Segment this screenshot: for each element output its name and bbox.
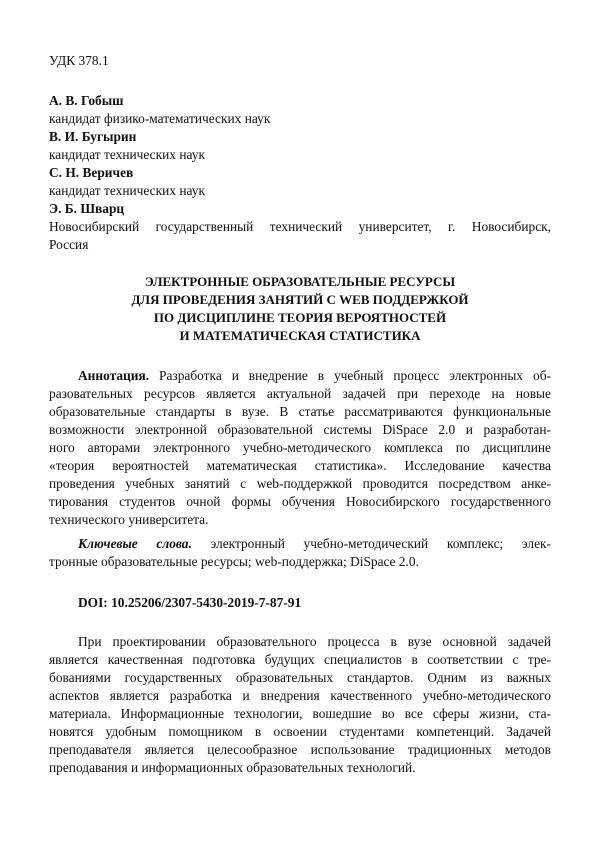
author-name-1: А. В. Гобыш bbox=[49, 93, 124, 108]
abstract-line-6: «теория вероятностей математическая статистика». Исследование качества bbox=[49, 458, 551, 473]
body-line-6: новятся удобным помощником в освоении студентами компетенций. Задачей bbox=[49, 724, 551, 739]
keywords-label: Ключевые слова. bbox=[78, 536, 192, 551]
body-line-4: аспектов является разработка и внедрения качественного учебно-методического bbox=[49, 688, 551, 703]
author-name-4: Э. Б. Шварц bbox=[49, 201, 125, 216]
author-name-3: С. Н. Веричев bbox=[49, 165, 134, 180]
doi: DOI: 10.25206/2307-5430-2019-7-87-91 bbox=[78, 595, 302, 610]
article-title-line-2: ДЛЯ ПРОВЕДЕНИЯ ЗАНЯТИЙ С WEB ПОДДЕРЖКОЙ bbox=[131, 292, 469, 307]
abstract-text-start: Разработка и внедрение в учебный процесс электронных об- bbox=[159, 368, 551, 383]
keywords-line-1 bbox=[49, 535, 551, 553]
author-name-2: В. И. Бугырин bbox=[49, 129, 137, 144]
article-title-line-4: И МАТЕМАТИЧЕСКАЯ СТАТИСТИКА bbox=[179, 328, 421, 343]
body-line-5: материала. Информационные технологии, вошедшие во все сферы жизни, ста- bbox=[49, 706, 551, 721]
keywords-text-start: электронный учебно-методический комплекс; элек- bbox=[210, 536, 551, 551]
body-line-2: является качественная подготовка будущих специалистов в соответствии с тре- bbox=[49, 652, 551, 667]
author-affiliation: Новосибирский государственный технический университет, г. Новосибирск, bbox=[49, 219, 551, 234]
abstract-line-9: технического университета. bbox=[49, 512, 209, 527]
keywords-line-2: тронные образовательные ресурсы; web-поддержка; DiSpace 2.0. bbox=[49, 554, 419, 569]
body-line-7: преподавателя является целесообразное использование традиционных методов bbox=[49, 742, 551, 757]
abstract-line-2: разовательных ресурсов является актуальной задачей при переходе на новые bbox=[49, 386, 551, 401]
author-degree-1: кандидат физико-математических наук bbox=[49, 111, 271, 126]
article-title-line-3: ПО ДИСЦИПЛИНЕ ТЕОРИЯ ВЕРОЯТНОСТЕЙ bbox=[153, 310, 447, 325]
body-line-3: бованиями государственных образовательных стандартов. Одним из важных bbox=[49, 670, 551, 685]
body-line-1 bbox=[49, 633, 551, 651]
abstract-label: Аннотация. bbox=[78, 368, 150, 383]
abstract-line-8: тирования студентов очной формы обучения Новосибирского государственного bbox=[49, 494, 551, 509]
abstract-line-1 bbox=[49, 367, 551, 385]
abstract-line-4: возможности электронной образовательной системы DiSpace 2.0 и разработан- bbox=[49, 422, 551, 437]
body-line-1-text: При проектировании образовательного процесса в вузе основной задачей bbox=[78, 634, 551, 649]
body-line-8: преподавания и информационных образовательных технологий. bbox=[49, 760, 416, 775]
abstract-line-7: проведения учебных занятий с web-поддержкой проводится посредством анке- bbox=[49, 476, 551, 491]
author-degree-3: кандидат технических наук bbox=[49, 183, 205, 198]
abstract-line-3: образовательные стандарты в вузе. В статье рассматриваются функциональные bbox=[49, 404, 551, 419]
udk-code: УДК 378.1 bbox=[49, 53, 109, 68]
article-title-line-1: ЭЛЕКТРОННЫЕ ОБРАЗОВАТЕЛЬНЫЕ РЕСУРСЫ bbox=[144, 274, 456, 289]
abstract-line-5: ного авторами электронного учебно-методического комплекса по дисциплине bbox=[49, 440, 551, 455]
author-degree-2: кандидат технических наук bbox=[49, 147, 205, 162]
author-affiliation-country: Россия bbox=[49, 237, 89, 252]
